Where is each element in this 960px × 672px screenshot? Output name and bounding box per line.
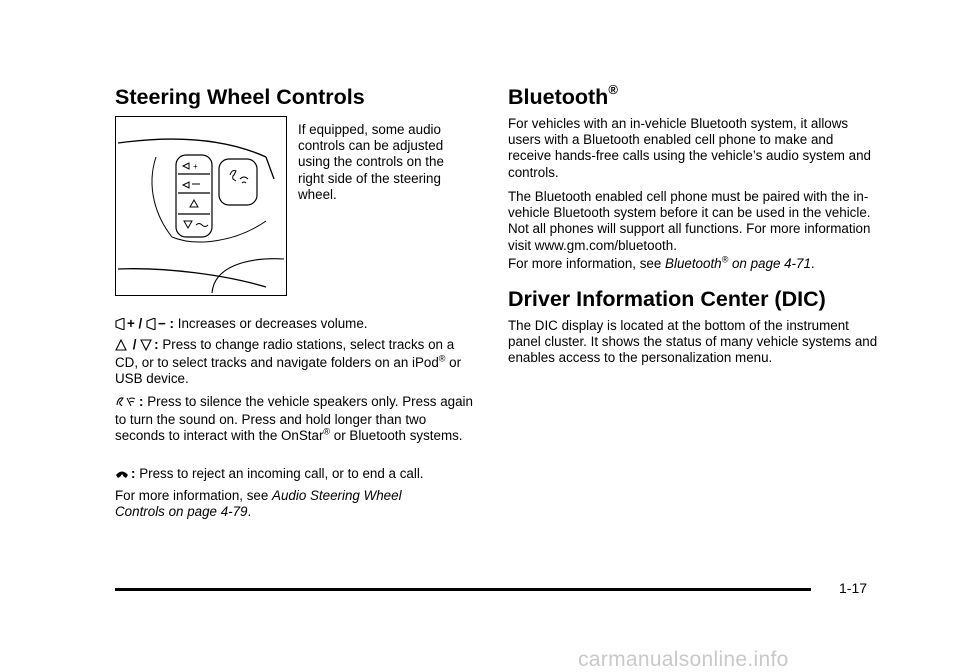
bluetooth-heading [508,82,618,109]
dic-paragraph: The DIC display is located at the bottom of the instrument panel cluster. It shows the status of many vehicle systems and enables access to the personalization menu. [508,318,878,366]
svg-text:+: + [193,162,198,171]
end-call-symbol-label: : [131,466,136,481]
registered-mark-2: ® [323,426,331,437]
push-to-talk-icon [115,395,137,412]
bluetooth-paragraph-2: The Bluetooth enabled cell phone must be paired with the in-vehicle Bluetooth system before it can be used in the vehicle. Not all phones will support all functions. For more information visit www.gm.com/bluetooth. [508,189,871,253]
end-call-icon [115,468,129,484]
seek-up-icon [115,339,127,355]
bluetooth-link-page: on page 4-71 [728,256,811,271]
bluetooth-link[interactable] [665,256,811,271]
control-volume [115,316,475,334]
mute-description: Press to silence the vehicle speakers only. Press again to turn the sound on. Press and hold longer than two seconds to interact with the OnStar [115,394,473,444]
audio-controls-link[interactable]: Audio Steering Wheel Controls on page 4-79 [115,488,402,520]
control-mute-talk [115,394,475,445]
seek-down-icon [140,339,152,355]
control-end-call [115,466,475,484]
volume-icon [115,318,125,334]
intro-paragraph: If equipped, some audio controls can be adjusted using the controls on the right side of the steering wheel. [298,122,444,202]
more-info-prefix: For more information, see [115,488,273,503]
end-call-description: Press to reject an incoming call, or to end a call. [139,466,424,481]
volume-symbol-label-2: − : [157,316,174,331]
bluetooth-reference [508,256,878,272]
audio-controls-reference [115,488,455,520]
volume-description: Increases or decreases volume. [177,316,368,331]
seek-symbol-label: / [129,337,141,352]
bluetooth-link-reg: ® [721,254,729,265]
mute-symbol-label: : [139,394,144,409]
bt-more-prefix: For more information, see [508,256,666,271]
seek-symbol-label-2: : [154,337,159,352]
volume-symbol-label: + / [127,316,146,331]
seek-description: Press to change radio stations, select tracks on a CD, or to select tracks and navigate folders on an iPod [115,337,455,371]
bluetooth-heading-reg: ® [608,82,618,97]
steering-wheel-controls-heading: Steering Wheel Controls [115,85,365,109]
dic-heading: Driver Information Center (DIC) [508,287,826,311]
control-seek [115,337,475,388]
steering-wheel-figure [115,116,287,296]
steering-wheel-illustration [116,117,286,295]
registered-mark: ® [438,353,446,364]
bluetooth-heading-text: Bluetooth [508,85,609,109]
footer-rule [115,588,811,591]
more-info-suffix: . [247,504,252,520]
bluetooth-paragraph-1: For vehicles with an in-vehicle Bluetooth system, it allows users with a Bluetooth enabled cell phone to make and receive hands-free calls using the vehicle’s audio system and controls. [508,116,871,180]
watermark: carmanualsonline.info [578,648,789,671]
page-number: 1-17 [839,580,868,596]
bt-more-suffix: . [810,256,815,271]
bluetooth-link-text: Bluetooth [665,256,722,271]
mute-description-end: or Bluetooth systems. [330,428,463,444]
volume-icon-2 [146,318,156,334]
seek-description-end: or USB device. [115,355,462,387]
